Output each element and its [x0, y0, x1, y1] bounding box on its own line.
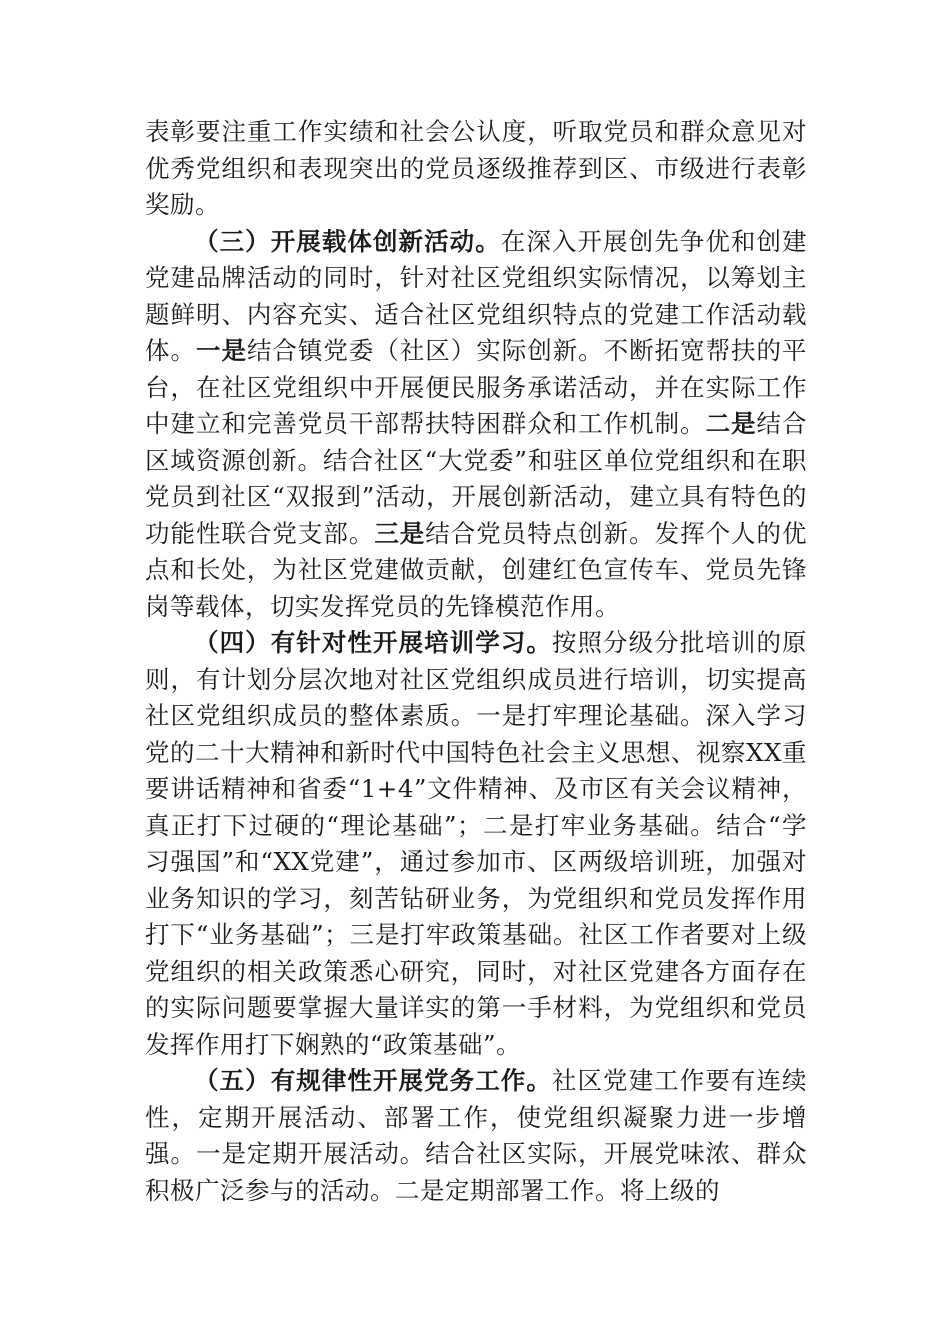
- bold-heading-text: 二是: [705, 409, 757, 438]
- paragraph-text: 表彰要注重工作实绩和社会公认度，听取党员和群众意见对优秀党组织和表现突出的党员逐级推荐到区、市级进行表彰奖励。: [145, 117, 807, 219]
- bold-heading-text: 三是: [374, 518, 426, 548]
- body-paragraph: [145, 1063, 807, 1209]
- document-page: [145, 114, 807, 1209]
- bold-heading-text: （四）有针对性开展培训学习。: [194, 628, 552, 657]
- paragraph-text: 在深入开展创先争优和创建党建品牌活动的同时，针对社区党组织实际情况，以筹划主题鲜明、内容充实、适合社区党组织特点的党建工作活动载体。: [145, 226, 808, 365]
- paragraph-text: 结合党员特点创新。发挥个人的优点和长处，为社区党建做贡献，创建红色宣传车、党员先锋岗等载体，切实发挥党员的先锋模范作用。: [145, 518, 808, 621]
- body-paragraph: [145, 625, 807, 1063]
- paragraph-text: 结合镇党委（社区）实际创新。不断拓宽帮扶的平台，在社区党组织中开展便民服务承诺活动，并在实际工作中建立和完善党员干部帮扶特困群众和工作机制。: [145, 336, 808, 438]
- paragraph-text: 按照分级分批培训的原则，有计划分层次地对社区党组织成员进行培训，切实提高社区党组织成员的整体素质。一是打牢理论基础。深入学习党的二十大精神和新时代中国特色社会主义思想、视察XX重要讲话精神和省委“1+4”文件精神、及市区有关会议精神，真正打下过硬的“理论基础”；二是打牢业务基础。结合“学习强国”和“XX党建”，通过参加市、区两级培训班，加强对业务知识的学习，刻苦钻研业务，为党组织和党员发挥作用打下“业务基础”；三是打牢政策基础。社区工作者要对上级党组织的相关政策悉心研究，同时，对社区党建各方面存在的实际问题要掌握大量详实的第一手材料，为党组织和党员发挥作用打下娴熟的“政策基础”。: [145, 628, 808, 1059]
- body-paragraph: [145, 114, 807, 224]
- bold-heading-text: 一是: [195, 336, 247, 365]
- bold-heading-text: （三）开展载体创新活动。: [194, 226, 501, 256]
- paragraph-text: 结合区域资源创新。结合社区“大党委”和驻区单位党组织和在职党员到社区“双报到”活动，开展创新活动，建立具有特色的功能性联合党支部。: [145, 409, 808, 548]
- paragraph-text: 社区党建工作要有连续性，定期开展活动、部署工作，使党组织凝聚力进一步增强。一是定期开展活动。结合社区实际，开展党味浓、群众积极广泛参与的活动。二是定期部署工作。将上级的: [145, 1066, 808, 1205]
- bold-heading-text: （五）有规律性开展党务工作。: [194, 1066, 552, 1095]
- body-paragraph: [145, 224, 807, 626]
